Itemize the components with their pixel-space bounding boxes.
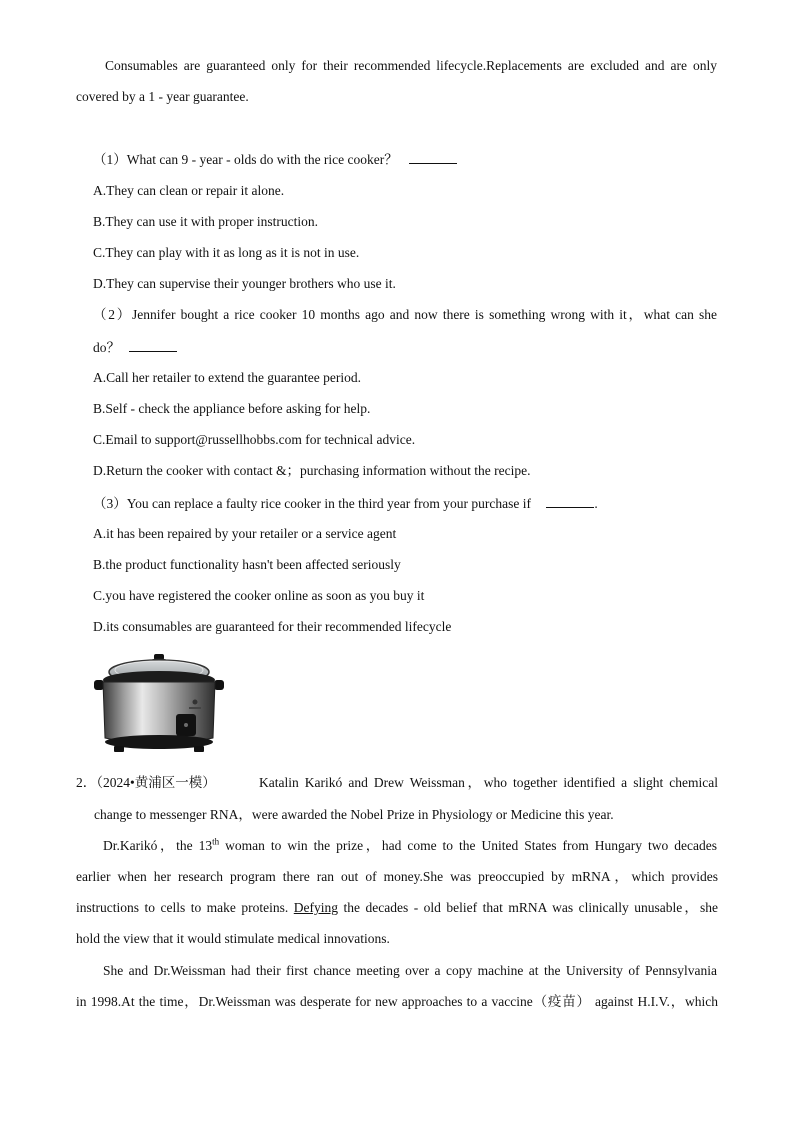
passage-2-line-1: Katalin Karikó and Drew Weissman，who together identified a slight chemical [259, 775, 718, 790]
passage-2-line-2: change to messenger RNA，were awarded the Nobel Prize in Physiology or Medicine this year. [94, 807, 614, 822]
answer-blank-1[interactable] [409, 151, 457, 164]
question-2-option-d: D.Return the cooker with contact &；purchasing information without the recipe. [93, 463, 531, 478]
question-3-option-c: C.you have registered the cooker online as soon as you buy it [93, 588, 425, 603]
intro-line-2: covered by a 1 - year guarantee. [76, 89, 249, 104]
question-2-option-c: C.Email to support@russellhobbs.com for technical advice. [93, 432, 416, 447]
ordinal-suffix: th [212, 836, 220, 847]
passage-2-para-2-line-1: Dr.Karikó，the 13th woman to win the prize，had come to the United States from Hungary two decades [103, 836, 717, 853]
question-3-option-b: B.the product functionality hasn't been affected seriously [93, 557, 401, 572]
question-2-option-b: B.Self - check the appliance before asking for help. [93, 401, 371, 416]
question-1-option-c: C.They can play with it as long as it is not in use. [93, 245, 360, 260]
answer-blank-2[interactable] [129, 339, 177, 352]
rice-cooker-image [92, 652, 224, 756]
question-2-stem-line-2: do？ [93, 339, 177, 356]
question-2-option-a: A.Call her retailer to extend the guarantee period. [93, 370, 362, 385]
passage-2-para-3-line-1: She and Dr.Weissman had their first chance meeting over a copy machine at the University of Pennsylvania [103, 963, 717, 978]
question-1-option-b: B.They can use it with proper instruction. [93, 214, 318, 229]
underlined-word-defying: Defying [293, 900, 339, 915]
question-1-stem: （1）What can 9 - year - olds do with the rice cooker？ [93, 151, 457, 168]
passage-2-para-3-line-2: in 1998.At the time，Dr.Weissman was desperate for new approaches to a vaccine（疫苗） against H.I.V.，which [76, 994, 718, 1009]
question-2-stem-line-1: （2）Jennifer bought a rice cooker 10 months ago and now there is something wrong with it，what can she [93, 307, 717, 322]
question-3-option-d: D.its consumables are guaranteed for their recommended lifecycle [93, 619, 452, 634]
question-1-option-a: A.They can clean or repair it alone. [93, 183, 285, 198]
question-3-option-a: A.it has been repaired by your retailer or a service agent [93, 526, 397, 541]
passage-2-heading [76, 775, 718, 791]
passage-2-para-2-line-3: instructions to cells to make proteins. Defying the decades - old belief that mRNA was clinically unusable，she [76, 900, 719, 915]
passage-2-para-2-line-2: earlier when her research program there ran out of money.She was preoccupied by mRNA，which provides [76, 869, 718, 884]
answer-blank-3[interactable] [546, 495, 594, 508]
passage-2-para-2-line-4: hold the view that it would stimulate medical innovations. [76, 931, 390, 946]
question-1-option-d: D.They can supervise their younger brothers who use it. [93, 276, 396, 291]
question-3-stem: （3）You can replace a faulty rice cooker in the third year from your purchase if . [93, 496, 598, 511]
intro-line-1: Consumables are guaranteed only for their recommended lifecycle.Replacements are excluded and are only [105, 58, 717, 73]
passage-2-number: 2． [76, 775, 97, 790]
passage-2-source: （2024•黄浦区一模） [96, 775, 216, 790]
